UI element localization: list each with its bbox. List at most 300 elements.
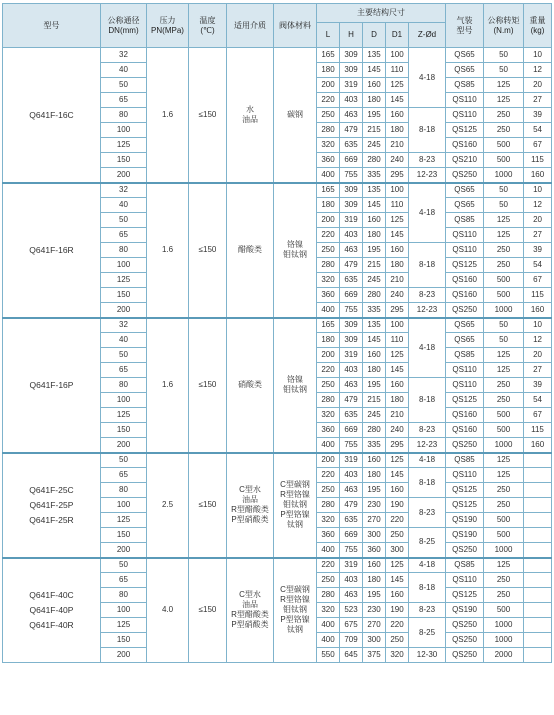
torque-cell: 250	[484, 498, 524, 513]
material-cell	[274, 318, 317, 453]
dim-H-cell: 523	[340, 603, 363, 618]
dim-D1-cell: 110	[386, 198, 409, 213]
dim-H-cell: 309	[340, 198, 363, 213]
torque-cell: 50	[484, 333, 524, 348]
dim-D-cell: 300	[363, 633, 386, 648]
actuator-cell: QS210	[446, 153, 484, 168]
weight-cell	[524, 618, 552, 633]
torque-cell: 50	[484, 48, 524, 63]
pn-cell: 1.6	[147, 183, 189, 318]
dim-Z-cell: 4-18	[409, 318, 446, 378]
col-header-medium: 适用介质	[227, 4, 274, 48]
torque-cell: 250	[484, 483, 524, 498]
table-row	[3, 48, 552, 63]
dim-L-cell: 250	[317, 378, 340, 393]
torque-cell: 500	[484, 288, 524, 303]
dim-H-cell: 669	[340, 528, 363, 543]
col-header-H: H	[340, 23, 363, 48]
torque-cell: 125	[484, 453, 524, 468]
actuator-cell: QS250	[446, 633, 484, 648]
col-header-L: L	[317, 23, 340, 48]
col-header-material: 阀体材料	[274, 4, 317, 48]
dim-D1-cell: 110	[386, 333, 409, 348]
torque-cell: 125	[484, 468, 524, 483]
medium-cell	[227, 318, 274, 453]
model-cell	[3, 183, 101, 318]
material-cell-line: P型铬镍	[280, 615, 310, 625]
dim-H-cell: 403	[340, 93, 363, 108]
dim-D-cell: 160	[363, 213, 386, 228]
dim-D1-cell: 145	[386, 228, 409, 243]
dim-D-cell: 335	[363, 438, 386, 453]
actuator-cell: QS85	[446, 453, 484, 468]
dim-L-cell: 250	[317, 573, 340, 588]
temp-cell: ≤150	[189, 318, 227, 453]
material-cell-line: R型铬镍	[280, 595, 310, 605]
dim-D-cell: 300	[363, 528, 386, 543]
material-cell-line: 钼钛钢	[283, 605, 307, 615]
torque-cell: 125	[484, 78, 524, 93]
col-header-dimensions: 主要结构尺寸	[317, 4, 446, 23]
pn-cell: 1.6	[147, 318, 189, 453]
dim-H-cell: 479	[340, 498, 363, 513]
dn-cell: 100	[101, 393, 147, 408]
dim-D1-cell: 300	[386, 543, 409, 558]
dim-H-cell: 309	[340, 63, 363, 78]
dim-L-cell: 280	[317, 588, 340, 603]
torque-cell: 125	[484, 228, 524, 243]
torque-cell: 250	[484, 393, 524, 408]
dim-L-cell: 180	[317, 198, 340, 213]
weight-cell: 115	[524, 288, 552, 303]
dim-D1-cell: 125	[386, 78, 409, 93]
spec-table	[2, 3, 552, 663]
dim-H-cell: 479	[340, 123, 363, 138]
dim-L-cell: 280	[317, 498, 340, 513]
dim-H-cell: 709	[340, 633, 363, 648]
dim-Z-cell: 8-23	[409, 603, 446, 618]
dim-Z-cell: 12-23	[409, 303, 446, 318]
dn-cell: 100	[101, 123, 147, 138]
table-row	[3, 558, 552, 573]
weight-cell: 67	[524, 138, 552, 153]
dn-cell: 50	[101, 558, 147, 573]
dim-Z-cell: 8-25	[409, 618, 446, 648]
material-cell-line: 钛钢	[287, 520, 303, 529]
dim-D1-cell: 125	[386, 558, 409, 573]
dim-H-cell: 403	[340, 573, 363, 588]
material-cell	[274, 558, 317, 663]
dim-H-cell: 669	[340, 288, 363, 303]
dim-L-cell: 200	[317, 453, 340, 468]
medium-cell-line: R型醋酸类	[231, 610, 269, 620]
dim-D1-cell: 145	[386, 363, 409, 378]
dim-D1-cell: 100	[386, 48, 409, 63]
dn-cell: 65	[101, 468, 147, 483]
dim-L-cell: 400	[317, 618, 340, 633]
dim-D1-cell: 160	[386, 243, 409, 258]
dim-D-cell: 270	[363, 513, 386, 528]
torque-cell: 250	[484, 243, 524, 258]
dim-Z-cell: 12-23	[409, 168, 446, 183]
dim-D-cell: 215	[363, 393, 386, 408]
dim-L-cell: 400	[317, 438, 340, 453]
dn-cell: 80	[101, 243, 147, 258]
torque-cell: 500	[484, 138, 524, 153]
dim-Z-cell: 8-18	[409, 108, 446, 153]
dim-L-cell: 165	[317, 183, 340, 198]
weight-cell: 115	[524, 423, 552, 438]
dim-H-cell: 309	[340, 183, 363, 198]
dn-cell: 125	[101, 618, 147, 633]
pn-cell: 4.0	[147, 558, 189, 663]
dn-cell: 65	[101, 228, 147, 243]
dim-Z-cell: 4-18	[409, 183, 446, 243]
medium-cell-line: 油品	[242, 600, 258, 610]
dim-H-cell: 319	[340, 453, 363, 468]
col-header-D: D	[363, 23, 386, 48]
header-row-top	[3, 4, 552, 23]
dn-cell: 100	[101, 258, 147, 273]
dim-D-cell: 230	[363, 498, 386, 513]
dim-D1-cell: 320	[386, 648, 409, 663]
dim-D1-cell: 240	[386, 153, 409, 168]
actuator-cell: QS110	[446, 228, 484, 243]
material-cell-line: C型碳钢	[280, 585, 310, 595]
dim-D1-cell: 210	[386, 273, 409, 288]
weight-cell: 10	[524, 183, 552, 198]
dim-H-cell: 319	[340, 78, 363, 93]
actuator-cell: QS160	[446, 138, 484, 153]
model-cell	[3, 318, 101, 453]
table-row	[3, 318, 552, 333]
torque-cell: 50	[484, 183, 524, 198]
weight-cell	[524, 483, 552, 498]
actuator-cell: QS250	[446, 303, 484, 318]
dim-H-cell: 309	[340, 48, 363, 63]
dim-L-cell: 320	[317, 273, 340, 288]
dn-cell: 80	[101, 108, 147, 123]
torque-cell: 250	[484, 588, 524, 603]
dim-D1-cell: 210	[386, 408, 409, 423]
actuator-cell: QS160	[446, 408, 484, 423]
dn-cell: 200	[101, 648, 147, 663]
model-cell-line: Q641F-25C	[29, 484, 74, 495]
dim-D-cell: 230	[363, 603, 386, 618]
dim-Z-cell: 8-18	[409, 243, 446, 288]
model-cell-line: Q641F-16C	[29, 109, 74, 120]
dn-cell: 40	[101, 198, 147, 213]
torque-cell: 1000	[484, 438, 524, 453]
dim-D1-cell: 190	[386, 603, 409, 618]
dim-D-cell: 180	[363, 468, 386, 483]
torque-cell: 500	[484, 153, 524, 168]
dim-Z-cell: 12-30	[409, 648, 446, 663]
weight-cell: 12	[524, 198, 552, 213]
dim-D1-cell: 295	[386, 168, 409, 183]
weight-cell: 54	[524, 123, 552, 138]
material-cell-line: C型碳钢	[280, 480, 310, 489]
dn-cell: 65	[101, 573, 147, 588]
actuator-cell: QS250	[446, 438, 484, 453]
torque-cell: 50	[484, 198, 524, 213]
actuator-cell: QS160	[446, 423, 484, 438]
weight-cell: 12	[524, 63, 552, 78]
table-row	[3, 183, 552, 198]
dim-D1-cell: 125	[386, 453, 409, 468]
dim-L-cell: 320	[317, 513, 340, 528]
dn-cell: 125	[101, 513, 147, 528]
dim-L-cell: 360	[317, 423, 340, 438]
weight-cell: 39	[524, 243, 552, 258]
dim-D-cell: 195	[363, 108, 386, 123]
weight-cell: 115	[524, 153, 552, 168]
weight-cell: 10	[524, 48, 552, 63]
actuator-cell: QS65	[446, 183, 484, 198]
weight-cell: 12	[524, 333, 552, 348]
weight-cell: 39	[524, 378, 552, 393]
dim-L-cell: 360	[317, 153, 340, 168]
dim-D1-cell: 220	[386, 513, 409, 528]
weight-cell: 160	[524, 438, 552, 453]
dn-cell: 80	[101, 588, 147, 603]
dim-L-cell: 165	[317, 48, 340, 63]
dim-Z-cell: 12-23	[409, 438, 446, 453]
dim-H-cell: 319	[340, 213, 363, 228]
dim-D-cell: 145	[363, 198, 386, 213]
dim-H-cell: 675	[340, 618, 363, 633]
material-cell-line: 碳钢	[287, 109, 303, 119]
actuator-cell: QS110	[446, 93, 484, 108]
dn-cell: 150	[101, 153, 147, 168]
model-cell	[3, 48, 101, 183]
dim-D-cell: 375	[363, 648, 386, 663]
dim-L-cell: 400	[317, 633, 340, 648]
dim-H-cell: 463	[340, 378, 363, 393]
actuator-cell: QS160	[446, 273, 484, 288]
dim-Z-cell: 8-23	[409, 423, 446, 438]
weight-cell: 54	[524, 393, 552, 408]
torque-cell: 125	[484, 213, 524, 228]
dim-Z-cell: 8-18	[409, 378, 446, 423]
dim-D1-cell: 110	[386, 63, 409, 78]
temp-cell: ≤150	[189, 48, 227, 183]
dim-H-cell: 309	[340, 333, 363, 348]
dim-L-cell: 220	[317, 468, 340, 483]
dim-L-cell: 280	[317, 258, 340, 273]
dim-D1-cell: 160	[386, 108, 409, 123]
dim-Z-cell: 8-23	[409, 288, 446, 303]
dim-D-cell: 360	[363, 543, 386, 558]
torque-cell: 125	[484, 348, 524, 363]
weight-cell	[524, 648, 552, 663]
dim-D1-cell: 190	[386, 498, 409, 513]
weight-cell: 20	[524, 78, 552, 93]
dim-D-cell: 145	[363, 333, 386, 348]
dim-H-cell: 635	[340, 138, 363, 153]
material-cell	[274, 48, 317, 183]
dim-H-cell: 635	[340, 513, 363, 528]
weight-cell: 20	[524, 213, 552, 228]
dim-D-cell: 335	[363, 168, 386, 183]
medium-cell-line: 硝酸类	[238, 380, 262, 389]
medium-cell	[227, 558, 274, 663]
col-header-pn: 压力 PN(MPa)	[147, 4, 189, 48]
dim-Z-cell: 8-23	[409, 498, 446, 528]
dim-L-cell: 400	[317, 303, 340, 318]
dn-cell: 50	[101, 78, 147, 93]
dim-H-cell: 319	[340, 348, 363, 363]
dim-D-cell: 195	[363, 483, 386, 498]
medium-cell-line: R型醋酸类	[231, 505, 269, 514]
torque-cell: 1000	[484, 303, 524, 318]
dim-D-cell: 215	[363, 258, 386, 273]
dim-D-cell: 280	[363, 153, 386, 168]
dim-D-cell: 180	[363, 363, 386, 378]
col-header-D1: D1	[386, 23, 409, 48]
torque-cell: 50	[484, 318, 524, 333]
dim-D-cell: 280	[363, 288, 386, 303]
dim-L-cell: 320	[317, 603, 340, 618]
dim-H-cell: 479	[340, 258, 363, 273]
torque-cell: 500	[484, 528, 524, 543]
dn-cell: 150	[101, 423, 147, 438]
model-cell-line: Q641F-40P	[29, 604, 74, 615]
dim-D-cell: 180	[363, 573, 386, 588]
dn-cell: 125	[101, 138, 147, 153]
weight-cell	[524, 453, 552, 468]
weight-cell	[524, 573, 552, 588]
temp-cell: ≤150	[189, 183, 227, 318]
dim-D1-cell: 160	[386, 378, 409, 393]
actuator-cell: QS110	[446, 378, 484, 393]
actuator-cell: QS110	[446, 363, 484, 378]
dim-D-cell: 195	[363, 378, 386, 393]
col-header-model: 型号	[3, 4, 101, 48]
temp-cell: ≤150	[189, 558, 227, 663]
dim-L-cell: 250	[317, 243, 340, 258]
material-cell-line: 钼钛钢	[283, 500, 307, 509]
model-cell	[3, 558, 101, 663]
dim-L-cell: 320	[317, 138, 340, 153]
actuator-cell: QS85	[446, 213, 484, 228]
medium-cell-line: 油品	[242, 114, 258, 124]
dn-cell: 65	[101, 93, 147, 108]
dn-cell: 32	[101, 183, 147, 198]
torque-cell: 1000	[484, 168, 524, 183]
torque-cell: 1000	[484, 618, 524, 633]
dim-L-cell: 200	[317, 213, 340, 228]
dn-cell: 40	[101, 333, 147, 348]
dim-L-cell: 550	[317, 648, 340, 663]
model-cell-line: Q641F-25P	[29, 499, 74, 510]
medium-cell	[227, 183, 274, 318]
dim-H-cell: 463	[340, 588, 363, 603]
torque-cell: 500	[484, 423, 524, 438]
dim-Z-cell: 4-18	[409, 48, 446, 108]
dim-D-cell: 270	[363, 618, 386, 633]
dim-D1-cell: 125	[386, 348, 409, 363]
col-header-weight: 重量 (kg)	[524, 4, 552, 48]
material-cell-line: P型铬镍	[280, 510, 310, 519]
dim-D1-cell: 125	[386, 213, 409, 228]
dim-L-cell: 360	[317, 528, 340, 543]
dim-H-cell: 755	[340, 303, 363, 318]
material-cell-line: R型铬镍	[280, 490, 310, 499]
torque-cell: 125	[484, 558, 524, 573]
dn-cell: 200	[101, 168, 147, 183]
dim-L-cell: 180	[317, 63, 340, 78]
dim-L-cell: 400	[317, 543, 340, 558]
material-cell-line: 钼钛钢	[283, 250, 307, 259]
torque-cell: 500	[484, 513, 524, 528]
actuator-cell: QS85	[446, 78, 484, 93]
actuator-cell: QS250	[446, 543, 484, 558]
medium-cell-line: P型硝酸类	[231, 515, 269, 524]
temp-cell: ≤150	[189, 453, 227, 558]
dim-Z-cell: 8-23	[409, 153, 446, 168]
dn-cell: 100	[101, 498, 147, 513]
table-row	[3, 453, 552, 468]
dn-cell: 50	[101, 348, 147, 363]
material-cell	[274, 183, 317, 318]
dim-D1-cell: 145	[386, 93, 409, 108]
dim-H-cell: 635	[340, 273, 363, 288]
weight-cell	[524, 603, 552, 618]
dim-H-cell: 309	[340, 318, 363, 333]
medium-cell-line: 醋酸类	[238, 245, 262, 254]
weight-cell	[524, 558, 552, 573]
dim-D-cell: 160	[363, 558, 386, 573]
dim-L-cell: 250	[317, 108, 340, 123]
dim-D-cell: 280	[363, 423, 386, 438]
dim-H-cell: 463	[340, 483, 363, 498]
medium-cell-line: 水	[246, 104, 254, 114]
medium-cell-line: C型水	[239, 485, 261, 494]
weight-cell: 27	[524, 93, 552, 108]
col-header-dn: 公称通径 DN(mm)	[101, 4, 147, 48]
dn-cell: 50	[101, 213, 147, 228]
dim-L-cell: 360	[317, 288, 340, 303]
medium-cell	[227, 48, 274, 183]
dim-H-cell: 463	[340, 108, 363, 123]
dim-H-cell: 403	[340, 363, 363, 378]
dim-Z-cell: 4-18	[409, 453, 446, 468]
dn-cell: 65	[101, 363, 147, 378]
actuator-cell: QS125	[446, 123, 484, 138]
actuator-cell: QS250	[446, 648, 484, 663]
weight-cell	[524, 513, 552, 528]
actuator-cell: QS190	[446, 513, 484, 528]
medium-cell	[227, 453, 274, 558]
model-cell-line: Q641F-16R	[29, 245, 74, 255]
dim-D1-cell: 180	[386, 393, 409, 408]
col-header-actuator: 气装 型号	[446, 4, 484, 48]
dim-L-cell: 220	[317, 558, 340, 573]
dn-cell: 200	[101, 438, 147, 453]
dim-H-cell: 635	[340, 408, 363, 423]
dim-D-cell: 335	[363, 303, 386, 318]
dim-D-cell: 180	[363, 93, 386, 108]
medium-cell-line: 油品	[242, 495, 258, 504]
dim-L-cell: 200	[317, 348, 340, 363]
dn-cell: 125	[101, 408, 147, 423]
torque-cell: 250	[484, 573, 524, 588]
actuator-cell: QS65	[446, 333, 484, 348]
actuator-cell: QS125	[446, 258, 484, 273]
dim-D1-cell: 160	[386, 588, 409, 603]
dim-L-cell: 220	[317, 363, 340, 378]
